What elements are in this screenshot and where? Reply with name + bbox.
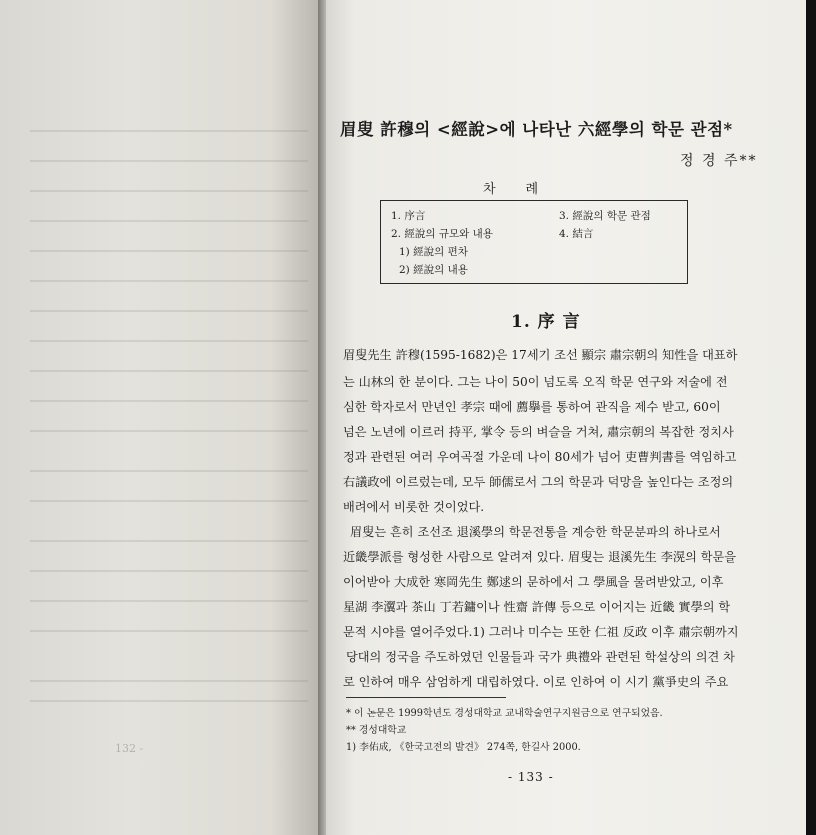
toc-item: 2) 經說의 내용 [399,264,468,276]
body-line: 近畿學派를 형성한 사람으로 알려져 있다. 眉叟는 退溪先生 李滉의 학문을 [343,550,737,564]
ghost-text-line [30,310,308,312]
footnote: ** 경성대학교 [346,725,407,736]
toc-item: 2. 經說의 규모와 내용 [391,228,493,240]
body-line: 심한 학자로서 만년인 孝宗 때에 薦擧를 통하여 관직을 제수 받고, 60이 [343,400,721,414]
ghost-text-line [30,630,308,632]
body-line: 右議政에 이르렀는데, 모두 師儒로서 그의 학문과 덕망을 높인다는 조정의 [343,475,734,489]
ghost-text-line [30,570,308,572]
body-line: 星湖 李瀷과 茶山 丁若鏞이나 性齋 許傳 등으로 이어지는 近畿 實學의 학 [343,600,731,614]
body-line: 로 인하여 매우 삼엄하게 대립하였다. 이로 인하여 이 시기 黨爭史의 주요 [343,675,729,689]
ghost-text-line [30,430,308,432]
body-line: 眉叟先生 許穆(1595-1682)은 17세기 조선 顯宗 肅宗朝의 知性을 대표하 [343,348,738,362]
page-edge [806,0,816,835]
table-of-contents [380,200,688,284]
body-line: 는 山林의 한 분이다. 그는 나이 50이 넘도록 오직 학문 연구와 저술에 전 [343,375,728,389]
toc-item: 1) 經說의 편차 [399,246,468,258]
ghost-text-line [30,500,308,502]
ghost-text-line [30,160,308,162]
body-line: 당대의 정국을 주도하였던 인물들과 국가 典禮와 관련된 학설상의 의견 차 [346,650,735,664]
ghost-text-line [30,250,308,252]
body-line: 배려에서 비롯한 것이었다. [343,500,485,514]
article-title: 眉叟 許穆의 <經說>에 나타난 六經學의 학문 관점* [340,120,733,139]
left-page [0,0,318,835]
body-line: 넘은 노년에 이르러 持平, 掌令 등의 벼슬을 거쳐, 肅宗朝의 복잡한 정치사 [343,425,734,439]
ghost-text-line [30,540,308,542]
toc-item: 3. 經說의 학문 관점 [559,210,651,222]
body-line: 정과 관련된 여러 우여곡절 가운데 나이 80세가 넘어 吏曹判書를 역임하고 [343,450,737,464]
ghost-text-line [30,470,308,472]
body-line: 문적 시야를 열어주었다.1) 그러나 미수는 또한 仁祖 反政 이후 肅宗朝까지 [343,625,739,639]
ghost-text-line [30,190,308,192]
ghost-text-line [30,600,308,602]
ghost-text-line [30,220,308,222]
toc-item: 1. 序言 [391,210,426,222]
ghost-text-line [30,340,308,342]
ghost-text-line [30,130,308,132]
footnote-rule [346,697,506,698]
toc-heading: 차례 [483,182,569,197]
article-author: 정 경 주** [680,153,758,169]
ghost-text-line [30,400,308,402]
page-number: - 133 - [508,770,554,784]
toc-item: 4. 結言 [559,228,594,240]
ghost-text-line [30,280,308,282]
body-line: 이어받아 大成한 寒岡先生 鄭逑의 문하에서 그 學風을 물려받았고, 이후 [343,575,724,589]
ghost-text-line [30,680,308,682]
footnote: 1) 李佑成, 《한국고전의 발견》 274쪽, 한길사 2000. [346,742,581,753]
ghost-text-line [30,370,308,372]
left-page-number: 132 - [115,742,144,755]
ghost-text-line [30,700,308,702]
body-line: 眉叟는 흔히 조선조 退溪學의 학문전통을 계승한 학문분파의 하나로서 [350,525,721,539]
section-title: 1. 序 言 [511,312,581,332]
footnote: * 이 논문은 1999학년도 경성대학교 교내학술연구지원금으로 연구되었음. [346,708,663,719]
